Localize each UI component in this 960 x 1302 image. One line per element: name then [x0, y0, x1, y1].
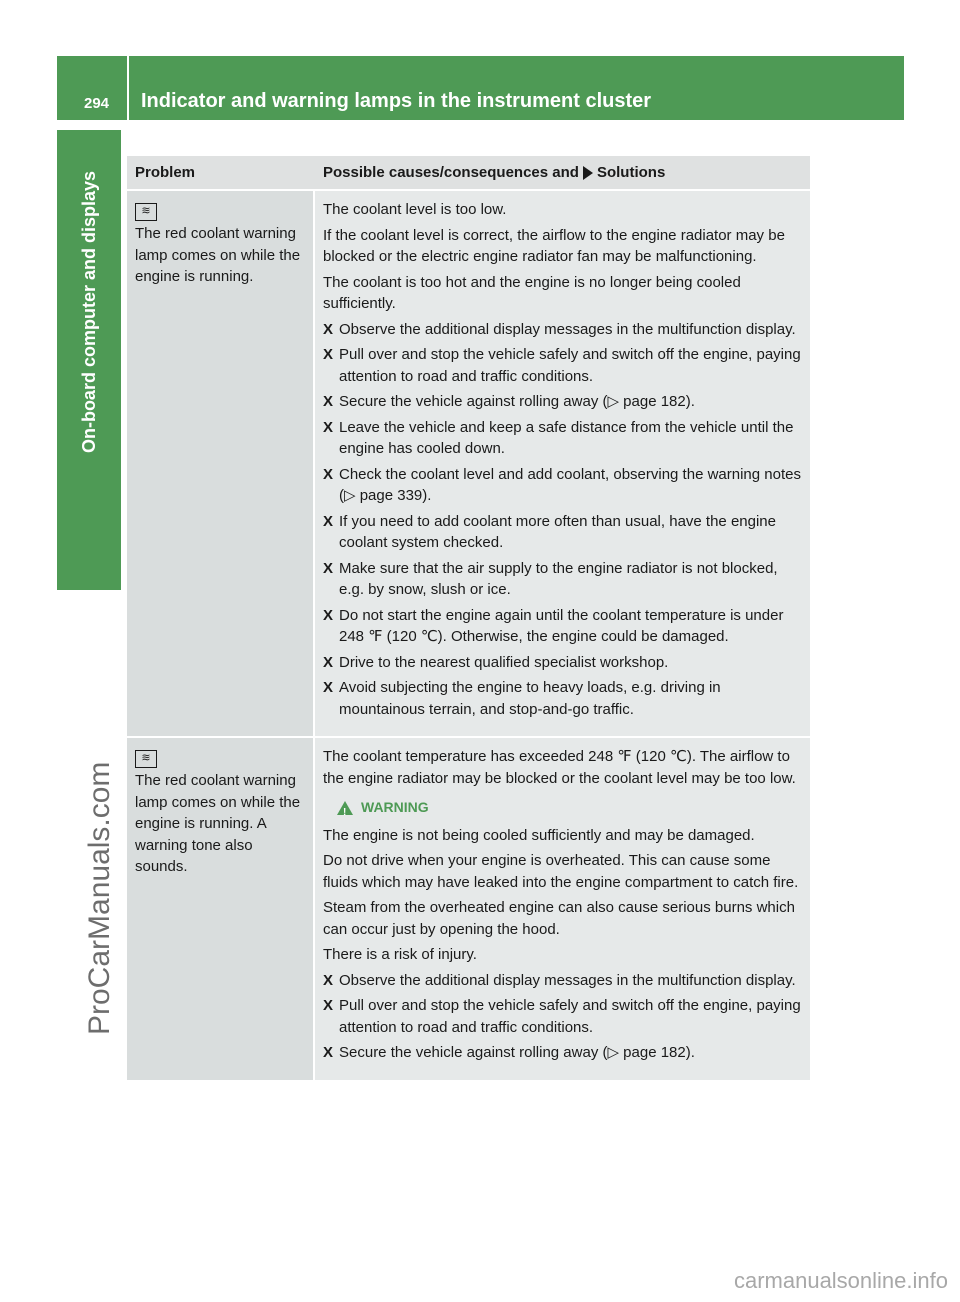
watermark-bottom: carmanualsonline.info [733, 1268, 948, 1293]
solution-step: X Pull over and stop the vehicle safely and switch off the engine, paying attention to road and traffic conditions. [323, 344, 804, 387]
solution-step: X Avoid subjecting the engine to heavy loads, e.g. driving in mountainous terrain, and stop-and-go traffic. [323, 677, 804, 720]
solution-step: X Observe the additional display messages in the multifunction display. [323, 970, 804, 992]
step-arrow-icon: X [323, 606, 334, 624]
step-arrow-icon: X [323, 1044, 334, 1061]
coolant-temperature-icon: ≋ [135, 750, 157, 768]
step-arrow-icon: X [323, 971, 334, 989]
solution-step: X Drive to the nearest qualified specialist workshop. [323, 652, 804, 674]
step-arrow-icon: X [323, 997, 334, 1014]
cause-paragraph: The coolant is too hot and the engine is no longer being cooled sufficiently. [323, 273, 741, 312]
step-arrow-icon: X [323, 679, 334, 696]
solution-cell [315, 191, 810, 736]
solution-step: X Secure the vehicle against rolling away (▷ page 182). [323, 1042, 804, 1064]
column-header-problem: Problem [135, 164, 196, 181]
table-header [127, 156, 810, 189]
solution-step: X Secure the vehicle against rolling away (▷ page 182). [323, 391, 804, 413]
step-arrow-icon: X [323, 320, 334, 338]
page-number: 294 [84, 95, 110, 112]
cause-paragraph: The coolant temperature has exceeded 248 ℉ (120 ℃). The airflow to the engine radiator may be blocked or the coolant level may be too low. [323, 748, 796, 787]
column-header-solutions-prefix: Possible causes/consequences and [323, 164, 579, 181]
step-arrow-icon: X [323, 653, 334, 671]
warning-triangle-icon [337, 801, 353, 815]
table-row [127, 189, 810, 736]
section-tab-label: On-board computer and displays [79, 171, 99, 454]
warning-label: WARNING [361, 799, 429, 815]
warning-paragraph: Steam from the overheated engine can also cause serious burns which can occur just by opening the hood. [323, 899, 795, 938]
step-arrow-icon: X [323, 512, 334, 530]
warning-paragraph: The engine is not being cooled sufficiently and may be damaged. [323, 826, 755, 844]
cause-paragraph: The coolant level is too low. [323, 201, 507, 218]
solution-step: X If you need to add coolant more often than usual, have the engine coolant system checked. [323, 511, 804, 554]
step-arrow-icon: X [323, 346, 334, 363]
solution-arrow-icon [583, 166, 593, 180]
step-arrow-icon: X [323, 559, 334, 577]
table-row [127, 736, 810, 1080]
warning-paragraph: Do not drive when your engine is overheated. This can cause some fluids which may have leaked into the engine compartment to catch fire. [323, 852, 799, 891]
cause-paragraph: If the coolant level is correct, the airflow to the engine radiator may be blocked or the electric engine radiator fan may be malfunctioning. [323, 226, 785, 265]
problem-cell [127, 738, 313, 1080]
solution-cell [315, 738, 810, 1080]
step-arrow-icon: X [323, 393, 334, 410]
watermark-left: ProCarManuals.com [83, 761, 116, 1035]
problem-text: The red coolant warning lamp comes on while the engine is running. [135, 225, 301, 285]
column-header-solutions-suffix: Solutions [596, 164, 666, 181]
solution-step: X Leave the vehicle and keep a safe distance from the vehicle until the engine has cooled down. [323, 417, 804, 460]
problem-text: The red coolant warning lamp comes on while the engine is running. A warning tone also sounds. [135, 772, 301, 875]
column-header-solutions [315, 164, 810, 181]
solution-step: X Pull over and stop the vehicle safely and switch off the engine, paying attention to road and traffic conditions. [323, 995, 804, 1038]
warning-paragraph: There is a risk of injury. [323, 946, 477, 963]
coolant-temperature-icon: ≋ [135, 203, 157, 221]
header-divider [127, 56, 129, 120]
solution-step: X Observe the additional display messages in the multifunction display. [323, 319, 804, 341]
chapter-title: Indicator and warning lamps in the instrument cluster [141, 90, 652, 112]
warning-heading [337, 797, 804, 819]
solution-step: X Check the coolant level and add coolant, observing the warning notes (▷ page 339). [323, 464, 804, 507]
solution-step: X Make sure that the air supply to the engine radiator is not blocked, e.g. by snow, slush or ice. [323, 558, 804, 601]
step-arrow-icon: X [323, 418, 334, 436]
step-arrow-icon: X [323, 465, 334, 483]
indicator-table [127, 156, 810, 1080]
solution-step: X Do not start the engine again until the coolant temperature is under 248 ℉ (120 ℃). Otherwise, the engine could be damaged. [323, 605, 804, 648]
problem-cell [127, 191, 313, 736]
